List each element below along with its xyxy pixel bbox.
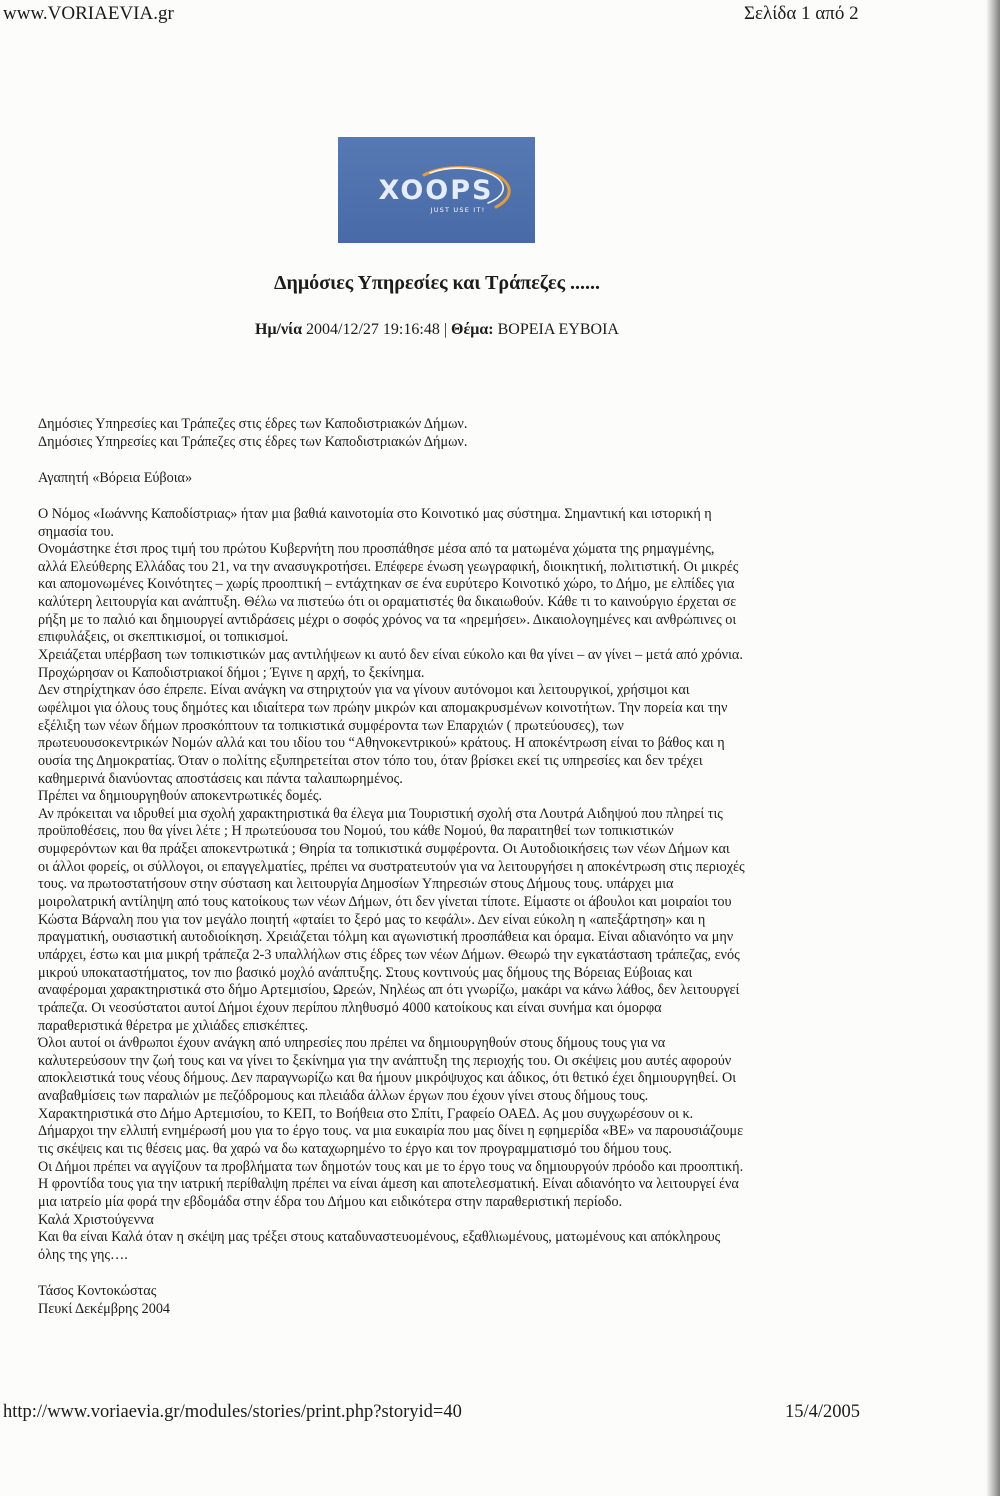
- body-line: Δήμαρχοι την ελλιπή ενημέρωσή μου για το έργο τους. να μια ευκαιρία που μας δίνει η εφημερίδα «ΒΕ» να παρουσιάζουμε: [38, 1123, 744, 1140]
- xoops-logo: [338, 137, 535, 243]
- body-line: και απομονωμένες Κοινότητες – χωρίς προοπτική – εντάχτηκαν σε ένα ευρύτερο Κοινοτικό χώρο, το Δήμο, με ελπίδες για: [38, 576, 735, 593]
- body-line: Κώστα Βάρναλη που για τον μεγάλο ποιητή «φταίει το ξερό μας το κεφάλι». Δεν είναι εύκολη η «απεξάρτηση» και η: [38, 911, 706, 928]
- body-line: ωφέλιμοι για όλους τους δημότες και ιδιαίτερα των πρώην μικρών και απομακρυσμένων κοινοτήτων. Την πορεία και την: [38, 699, 728, 716]
- body-line: όλης της γης….: [38, 1246, 128, 1263]
- greeting-line: Αγαπητή «Βόρεια Εύβοια»: [38, 469, 193, 486]
- body-line: μια ιατρείο μία φορά την εβδομάδα στην έδρα του Δήμου και ειδικότερα στην παραθεριστική περίοδο.: [38, 1193, 623, 1210]
- body-line: αλλά Ελεύθερης Ελλάδας του 21, να την ανασυγκροτήσει. Επέφερε ένωση γεωγραφική, διοικητική, πολιτιστική. Οι μικρές: [38, 558, 739, 575]
- body-line: αποκλειστικά τους νέους δήμους. Δεν παραγνωρίζω και θα ήμουν μικρόψυχος και άδικος, ότι θετικό έχει δημιουργηθεί. Οι: [38, 1070, 737, 1087]
- body-line: Δεν στηρίχτηκαν όσο έπρεπε. Είναι ανάγκη να στηριχτούν για να γίνουν αυτόνομοι και λειτουργικοί, χρήσιμοι και: [38, 682, 690, 699]
- body-line: μοιρολατρική αντίληψη από τους κατοίκους των νέων Δήμων, ότι δεν γίνεται τίποτε. Είμαστε οι άβουλοι και μοιραίοι του: [38, 894, 732, 911]
- body-line: εξέλιξη των νέων δήμων προσκόπτουν τα τοπικιστικά συμφέροντα των Επαρχιών ( πρωτεύουσες), των: [38, 717, 624, 734]
- body-line: Αν πρόκειται να ιδρυθεί μια σχολή χαρακτηριστικά θα έλεγα μια Τουριστική σχολή στα Λουτρά Αιδηψού που πληρεί τις: [38, 805, 723, 822]
- body-line: ουσία της Δημοκρατίας. Όταν ο πολίτης εξυπηρετείται στον τόπο του, όταν βρίσκει εκεί τις υπηρεσίες και δεν τρέχει: [38, 752, 703, 769]
- article-body: [38, 416, 745, 1318]
- signature-name: Τάσος Κοντοκώστας: [38, 1282, 157, 1299]
- paragraph-gap: [38, 451, 745, 470]
- body-line: Και θα είναι Καλά όταν η σκέψη μας τρέξει στους καταδυναστευομένους, εξαθλιωμένους, ματωμένους και απόκληρους: [38, 1229, 721, 1246]
- body-line: Χρειάζεται υπέρβαση των τοπικιστικών μας αντιλήψεων κι αυτό δεν είναι εύκολο και θα γίνει – αν γίνει – μετά από χρόνια.: [38, 647, 743, 664]
- body-line: τράπεζα. Οι νεοσύστατοι αυτοί Δήμοι έχουν περίπου πληθυσμό 4000 κατοίκους και είναι συνήμα και όμορφα: [38, 999, 662, 1016]
- body-line: αναβαθμίσεις των παραλιών με πεζόδρομους και πλειάδα άλλων έργων που έχουν γίνει στους δήμους τους.: [38, 1088, 649, 1105]
- body-line: υπάρχει, έστω και μια μικρή τράπεζα 2-3 υπαλλήλων στις έδρες των νέων Δήμων. Θεωρώ την εγκατάσταση τράπεζας, ενός: [38, 946, 740, 963]
- body-line: προϋποθέσεις, που θα γίνει λέτε ; Η πρωτεύουσα του Νομού, του κάθε Νομού, θα παραιτηθεί των τοπικιστικών: [38, 823, 674, 840]
- signature-place-date: Πευκί Δεκέμβρης 2004: [38, 1300, 171, 1317]
- body-line: Χαρακτηριστικά στο Δήμο Αρτεμισίου, το ΚΕΠ, το Βοήθεια στο Σπίτι, Γραφείο ΟΑΕΔ. Ας μου συγχωρέσουν οι κ.: [38, 1105, 694, 1122]
- body-line: Προχώρησαν οι Καποδιστριακοί δήμοι ; Έγινε η αρχή, το ξεκίνημα.: [38, 664, 425, 681]
- meta-separator: |: [443, 321, 448, 338]
- body-line: συμφερόντων και θα πράξει αποκεντρωτικά ; Θηρία τα τοπικιστικά συμφέροντα. Οι Αυτοδιοικήσεις των νέων Δήμων και: [38, 841, 730, 858]
- body-line: Πρέπει να δημιουργηθούν αποκεντρωτικές δομές.: [38, 788, 323, 805]
- body-line: επιφυλάξεις, οι σκεπτικισμοί, οι τοπικισμοί.: [38, 629, 289, 646]
- body-line: Η φροντίδα τους για την ιατρική περίθαλψη πρέπει να είναι άμεση και αποτελεσματική. Είναι αδιανόητο να λειτουργεί ένα: [38, 1176, 739, 1193]
- body-line: Καλά Χριστούγεννα: [38, 1211, 154, 1228]
- footer-url: http://www.voriaevia.gr/modules/stories/print.php?storyid=40: [3, 1402, 462, 1422]
- body-line: πρωτευουσοκεντρικών Νομών αλλά και του ιδίου του “Αθηνοκεντρικού» κράτους. Η αποκέντρωση είναι το βάθος και η: [38, 735, 725, 752]
- topic-label: Θέμα:: [451, 321, 494, 338]
- intro-line: Δημόσιες Υπηρεσίες και Τράπεζες στις έδρες των Καποδιστριακών Δήμων.: [38, 433, 468, 450]
- body-line: οι άλλοι φορείς, οι σύλλογοι, οι επαγγελματίες, πρέπει να συστρατευτούν για να λειτουργήσει η αποκέντρωση στις περιοχές: [38, 858, 745, 875]
- body-line: Οι Δήμοι πρέπει να αγγίζουν τα προβλήματα των δημοτών τους και με το έργο τους να δημιουργούν πρόοδο και προοπτική.: [38, 1158, 744, 1175]
- date-value: 2004/12/27 19:16:48: [306, 321, 440, 338]
- body-line: αναφέρομαι χαρακτηριστικά στο δήμο Αρτεμισίου, Ωρεών, Νηλέως απ ότι γνωρίζω, μακάρι να κάνω λάθος, δεν λειτουργεί: [38, 982, 740, 999]
- body-line: τις σκέψεις και τις θέσεις μας. θα χαρώ να δω καταχωρημένο το έργο και τον προγραμματισμό του δήμου τους.: [38, 1140, 672, 1157]
- body-line: καλυτερεύσουν την ζωή τους και να γίνει το ξεκίνημα για την ανάπτυξη της περιοχής του. Οι σκέψεις μου αυτές αφορούν: [38, 1052, 732, 1069]
- body-line: παραθεριστικά θέρετρα με χιλιάδες επισκέπτες.: [38, 1017, 309, 1034]
- paragraph-gap: [38, 1264, 745, 1283]
- body-line: Ο Νόμος «Ιωάννης Καποδίστριας» ήταν μια βαθιά καινοτομία στο Κοινοτικό μας σύστημα. Σημαντική και ιστορική η: [38, 505, 712, 522]
- body-line: σημασία του.: [38, 523, 114, 540]
- logo-tagline: JUST USE IT!: [430, 206, 486, 214]
- site-header-name: www.VORIAEVIA.gr: [3, 3, 174, 24]
- intro-line: Δημόσιες Υπηρεσίες και Τράπεζες στις έδρες των Καποδιστριακών Δήμων.: [38, 416, 468, 432]
- body-line: Όλοι αυτοί οι άνθρωποι έχουν ανάγκη από υπηρεσίες που πρέπει να δημιουργηθούν στους δήμους τους για να: [38, 1035, 666, 1052]
- article-title: Δημόσιες Υπηρεσίες και Τράπεζες ......: [273, 272, 601, 294]
- paragraph-gap: [38, 487, 745, 506]
- body-line: πραγματική, ουσιαστική αυτοδιοίκηση. Χρειάζεται τόλμη και αγωνιστική προσπάθεια και όραμα. Είναι αδιανόητο να μην: [38, 929, 734, 946]
- body-line: καλύτερη λειτουργία και ανάπτυξη. Θέλω να πιστεύω ότι οι οραματιστές θα δικαιωθούν. Κάθε τι το καινούργιο έρχεται σε: [38, 594, 737, 611]
- article-meta: [0, 320, 874, 340]
- body-line: ρήξη με το παλιό και δημιουργεί αντιδράσεις μέχρι ο σοφός χρόνος να τα «ηρεμήσει». Δικαιολογημένες και ανθρώπινες οι: [38, 611, 737, 628]
- scan-edge-shadow: [986, 0, 1000, 1496]
- xoops-logo-graphic: [338, 137, 535, 243]
- date-label: Ημ/νία: [255, 321, 303, 338]
- topic-value: ΒΟΡΕΙΑ ΕΥΒΟΙΑ: [497, 321, 619, 338]
- body-line: τους. να πρωτοστατήσουν στην σύσταση και λειτουργία Δημοσίων Υπηρεσιών στους Δήμους τους. υπάρχει μια: [38, 876, 674, 893]
- footer-print-date: 15/4/2005: [785, 1402, 861, 1422]
- body-line: μικρού υποκαταστήματος, τον πιο βασικό μοχλό ανάπτυξης. Στους κοντινούς μας δήμους της Βόρειας Εύβοιας και: [38, 964, 693, 981]
- logo-wordmark: XOOPS: [378, 175, 494, 206]
- body-line: καθημερινά διανύοντας αποστάσεις και πάντα ταλαιπωρημένος.: [38, 770, 403, 787]
- body-line: Ονομάστηκε έτσι προς τιμή του πρώτου Κυβερνήτη που προσπάθησε μέσα από τα ματωμένα χώματα της ρημαγμένης,: [38, 541, 715, 558]
- page-indicator: Σελίδα 1 από 2: [744, 3, 859, 24]
